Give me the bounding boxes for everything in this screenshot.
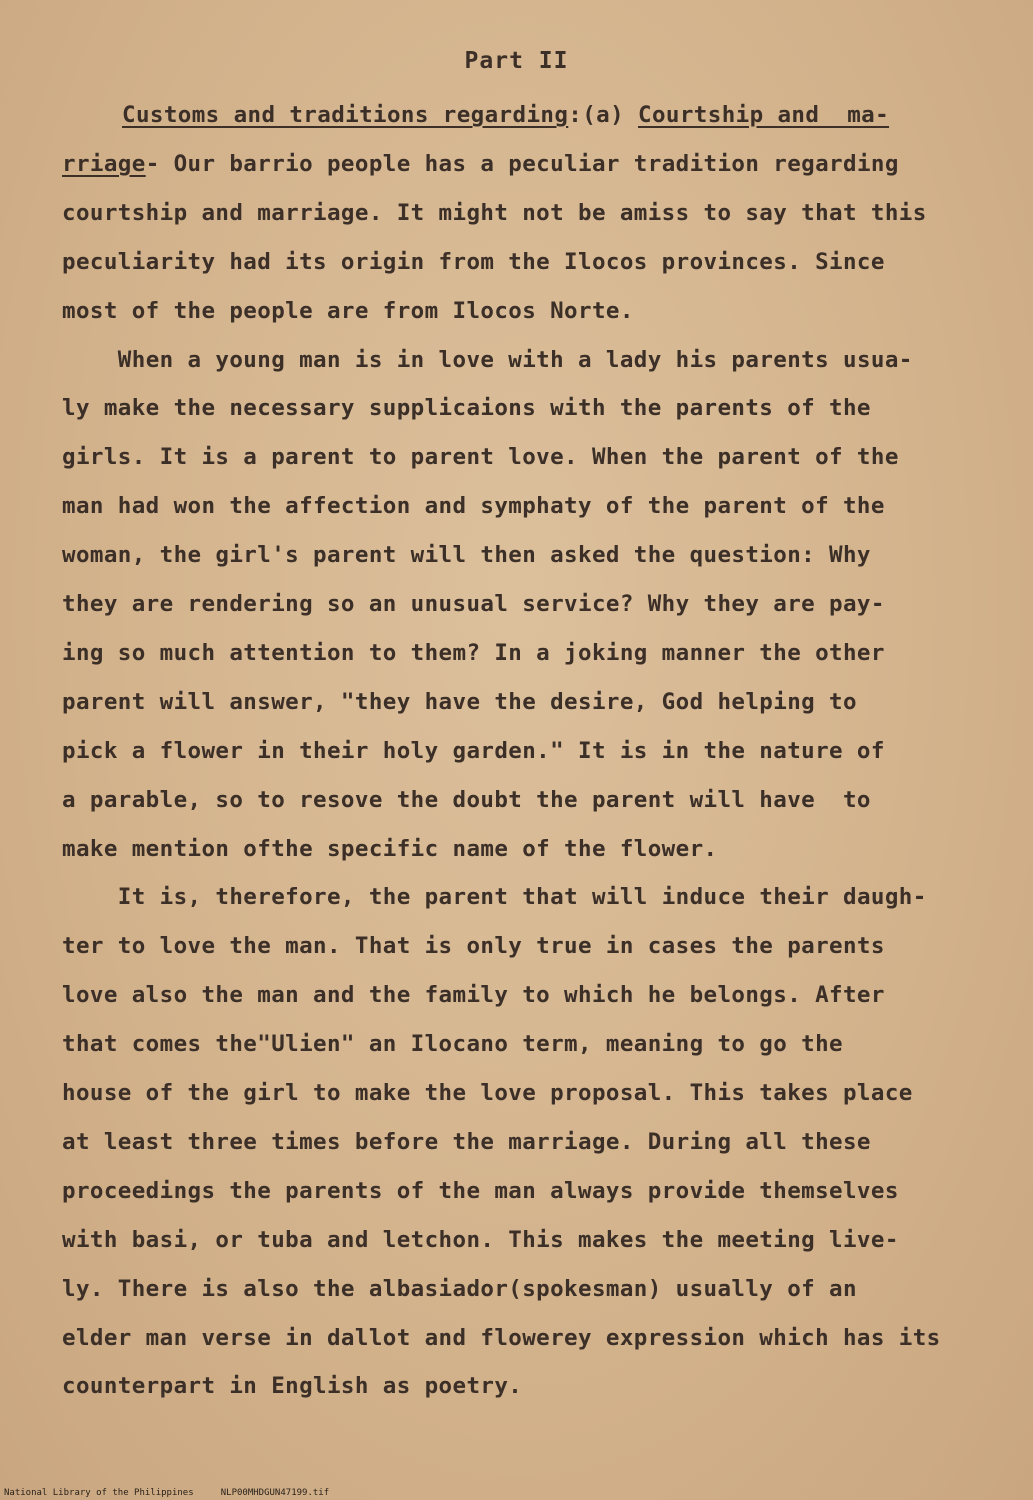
line-segment-post: make mention ofthe specific name of the flower. [62, 835, 718, 862]
line-segment-post: man had won the affection and symphaty of the parent of the [62, 493, 885, 520]
text-line [62, 347, 913, 373]
text-line [62, 542, 871, 568]
text-line [62, 591, 885, 617]
text-line [62, 1129, 871, 1155]
line-segment-post: at least three times before the marriage. During all these [62, 1128, 871, 1155]
page-heading: Part II [464, 48, 569, 74]
line-segment-post: elder man verse in dallot and flowerey expression which has its [62, 1324, 941, 1351]
line-segment-pre [62, 347, 118, 373]
line-segment-post: a parable, so to resove the doubt the parent will have to [62, 786, 871, 813]
footer-caption [4, 1488, 329, 1498]
line-segment-post: parent will answer, "they have the desire, God helping to [62, 688, 857, 715]
text-line [62, 1178, 899, 1204]
line-segment-u1: rriage [62, 150, 146, 177]
line-segment-post: house of the girl to make the love proposal. This takes place [62, 1080, 913, 1106]
line-segment-post: love also the man and the family to which he belongs. After [62, 982, 885, 1009]
line-segment-post: most of the people are from Ilocos Norte. [62, 297, 634, 324]
text-line [62, 787, 871, 813]
line-segment-post: with basi, or tuba and letchon. This makes the meeting live- [62, 1226, 899, 1253]
line-segment-post: It is, therefore, the parent that will induce their daugh- [117, 884, 927, 911]
line-segment-post: When a young man is in love with a lady his parents usua- [117, 346, 913, 373]
text-line [62, 151, 899, 177]
line-segment-u2: Courtship and ma- [638, 102, 890, 128]
text-line [62, 933, 885, 959]
text-line [62, 249, 885, 275]
text-line [62, 738, 885, 764]
text-line [62, 444, 899, 470]
text-line [62, 1325, 941, 1351]
line-segment-post: counterpart in English as poetry. [62, 1373, 523, 1400]
text-line [62, 200, 927, 226]
text-line [62, 982, 885, 1008]
line-segment-post: they are rendering so an unusual service? Why they are pay- [62, 591, 885, 617]
line-segment-post: peculiarity had its origin from the Ilocos provinces. Since [62, 248, 885, 275]
line-segment-pre [62, 884, 118, 910]
line-segment-post: girls. It is a parent to parent love. When the parent of the [62, 444, 899, 471]
text-line [122, 102, 889, 128]
text-line [62, 640, 885, 666]
text-line [62, 395, 871, 421]
text-line [62, 1227, 899, 1253]
line-segment-post: ter to love the man. That is only true in cases the parents [62, 933, 885, 960]
text-line [62, 1373, 522, 1399]
text-line [62, 689, 857, 715]
line-segment-post: ly. There is also the albasiador(spokesman) usually of an [62, 1275, 857, 1302]
footer-library: National Library of the Philippines [4, 1488, 194, 1498]
line-segment-post: - Our barrio people has a peculiar tradition regarding [145, 150, 899, 177]
text-line [62, 1031, 843, 1057]
line-segment-u1: Customs and traditions regarding [122, 102, 569, 128]
line-segment-post: that comes the"Ulien" an Ilocano term, meaning to go the [62, 1031, 843, 1058]
text-line [62, 1080, 913, 1106]
line-segment-post: courtship and marriage. It might not be amiss to say that this [62, 199, 927, 226]
line-segment-post: ly make the necessary supplicaions with the parents of the [62, 395, 871, 422]
text-line [62, 836, 717, 862]
footer-filename: NLP00MHDGUN47199.tif [220, 1488, 330, 1498]
line-segment-post: ing so much attention to them? In a joking manner the other [62, 639, 885, 666]
line-segment-post: proceedings the parents of the man always provide themselves [62, 1177, 899, 1204]
text-line [62, 298, 634, 324]
line-segment-mid: :(a) [568, 102, 639, 128]
text-line [62, 493, 885, 519]
line-segment-post: woman, the girl's parent will then asked the question: Why [62, 542, 871, 569]
line-segment-post: pick a flower in their holy garden." It is in the nature of [62, 737, 885, 764]
text-line [62, 1276, 857, 1302]
text-line [62, 884, 927, 910]
